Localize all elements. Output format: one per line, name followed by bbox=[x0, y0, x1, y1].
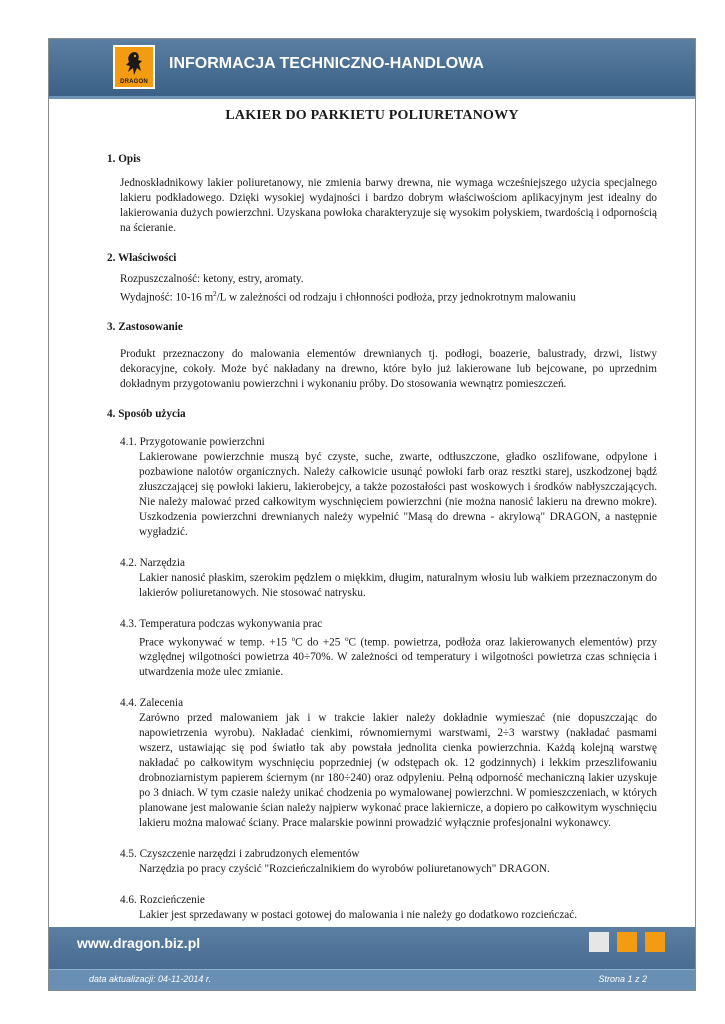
coverage-text-b: /L w zależności od rodzaju i chłonności podłoża, przy jednokrotnym malowaniu bbox=[216, 291, 576, 304]
degree-superscript-b: o bbox=[344, 634, 349, 643]
page-number: Strona 1 z 2 bbox=[598, 974, 647, 984]
subsection-title-czyszczenie: 4.5. Czyszczenie narzędzi i zabrudzonych elementów bbox=[120, 848, 360, 861]
subsection-text-rozcienczenie: Lakier jest sprzedawany w postaci gotowej do malowania i nie należy go dodatkowo rozcieńczać. bbox=[139, 909, 578, 922]
property-coverage bbox=[120, 287, 657, 306]
degree-superscript-a: o bbox=[291, 634, 296, 643]
subsection-text-narzedzia: Lakier nanosić płaskim, szerokim pędzlem o miękkim, długim, naturalnym włosiu lub wałkiem przeznaczonym do lakierów poliuretanowych. Nie stosować natrysku. bbox=[139, 571, 657, 599]
page-footer bbox=[49, 927, 695, 990]
dragon-logo bbox=[113, 45, 155, 89]
page-header bbox=[49, 39, 695, 99]
footer-square-orange-2 bbox=[645, 932, 665, 952]
property-solubility: Rozpuszczalność: ketony, estry, aromaty. bbox=[120, 273, 304, 285]
website-link[interactable]: www.dragon.biz.pl bbox=[77, 935, 201, 951]
temperature-text-a: Prace wykonywać w temp. +15 bbox=[139, 636, 292, 649]
subsection-title-przygotowanie: 4.1. Przygotowanie powierzchni bbox=[120, 435, 265, 448]
subsection-title-zalecenia: 4.4. Zalecenia bbox=[120, 697, 184, 710]
subsection-text-zalecenia: Zarówno przed malowaniem jak i w trakcie lakier należy dokładnie wymieszać (nie dopuszczając do napowietrzenia wyrobu). Nakładać cienkimi, równomiernymi warstwami, 2÷3 warstwy (nakładać pasmami wszerz, ustawiając się pod światło tak aby powstała jednolita cienka powierzchnia. Każdą kolejną warstwę nakładać po całkowitym wyschnięciu poprzedniej (w odstępach ok. 12 godzinnych) i lekkim przeszlifowaniu drobnoziarnistym papierem ściernym (nr 180÷240) oraz odpyleniu. Pełną odporność mechaniczną lakier uzyskuje po 3 dniach. W tym czasie należy unikać chodzenia po wymalowanej powierzchni. W pomieszczeniach, w których planowane jest malowanie ścian należy najpierw wykonać prace lakiernicze, a dopiero po całkowitym wyschnięciu lakieru można malować ściany. Prace malarskie powinni prowadzić wyłącznie profesjonalni wykonawcy. bbox=[139, 712, 657, 830]
subsection-title-rozcienczenie: 4.6. Rozcieńczenie bbox=[120, 894, 205, 907]
section-text-zastosowanie: Produkt przeznaczony do malowania elementów drewnianych tj. podłogi, boazerie, balustrady, drzwi, listwy dekoracyjne, cokoły. Może być nakładany na drewno, które było już lakierowane lub bejcowane, po uprzednim dokładnym przygotowaniu powierzchni i wykonaniu próby. Do stosowania wewnątrz pomieszczeń. bbox=[120, 347, 657, 390]
section-heading-wlasciwosci: 2. Właściwości bbox=[107, 252, 177, 264]
dragon-icon bbox=[123, 50, 145, 78]
logo-text: DRAGON bbox=[120, 79, 148, 85]
subsection-text-czyszczenie: Narzędzia po pracy czyścić "Rozcieńczalnikiem do wyrobów poliuretanowych" DRAGON. bbox=[139, 863, 550, 876]
subsection-title-narzedzia: 4.2. Narzędzia bbox=[120, 556, 185, 569]
subsection-text-temperatura bbox=[139, 632, 657, 681]
section-heading-zastosowanie: 3. Zastosowanie bbox=[107, 320, 183, 333]
header-title: INFORMACJA TECHNICZNO-HANDLOWA bbox=[169, 55, 484, 72]
coverage-text-a: Wydajność: 10-16 m bbox=[120, 291, 214, 304]
coverage-superscript: 2 bbox=[213, 290, 217, 298]
document-title: LAKIER DO PARKIETU POLIURETANOWY bbox=[225, 108, 519, 123]
temperature-text-b: C do +25 bbox=[295, 636, 345, 649]
section-heading-sposob-uzycia: 4. Sposób użycia bbox=[107, 407, 186, 420]
update-date: data aktualizacji: 04-11-2014 r. bbox=[89, 974, 212, 984]
subsection-title-temperatura: 4.3. Temperatura podczas wykonywania prac bbox=[120, 617, 323, 630]
footer-square-grey bbox=[589, 932, 609, 952]
document-body bbox=[107, 152, 657, 923]
temperature-text-c: C (temp. powietrza, podłoża oraz lakierowanych elementów) przy względnej wilgotności powietrza 40÷70%. W zależności od temperatury i wilgotności powietrza czas schnięcia i utwardzenia może ulec zmianie. bbox=[139, 636, 657, 679]
footer-info-bar bbox=[49, 969, 695, 990]
section-text-opis: Jednoskładnikowy lakier poliuretanowy, nie zmienia barwy drewna, nie wymaga wcześniejszego użycia specjalnego lakieru podkładowego. Dzięki wysokiej wydajności i bardzo dobrym właściwościom aplikacyjnym jest idealny do lakierowania dużych powierzchni. Uzyskana powłoka charakteryzuje się wysokim połyskiem, twardością i odpornością na ścieranie. bbox=[120, 177, 657, 234]
subsection-text-przygotowanie: Lakierowane powierzchnie muszą być czyste, suche, zwarte, odtłuszczone, gładko oszlifowane, odpylone i pozbawione nalotów organicznych. Należy całkowicie usunąć powłoki farb oraz resztki starej, uszkodzonej bądź złuszczającej się powłoki lakieru, lakierobejcy, a także pozostałości past woskowych i środków nabłyszczających. Nie należy malować przed całkowitym wyschnięciem powierzchni (nie można nanosić lakieru na drewno mokre). Uszkodzenia powierzchni drewnianych należy wypełnić "Masą do drewna - akrylową" DRAGON, a następnie wygładzić. bbox=[139, 450, 657, 538]
footer-square-orange-1 bbox=[617, 932, 637, 952]
section-heading-opis: 1. Opis bbox=[107, 153, 141, 165]
